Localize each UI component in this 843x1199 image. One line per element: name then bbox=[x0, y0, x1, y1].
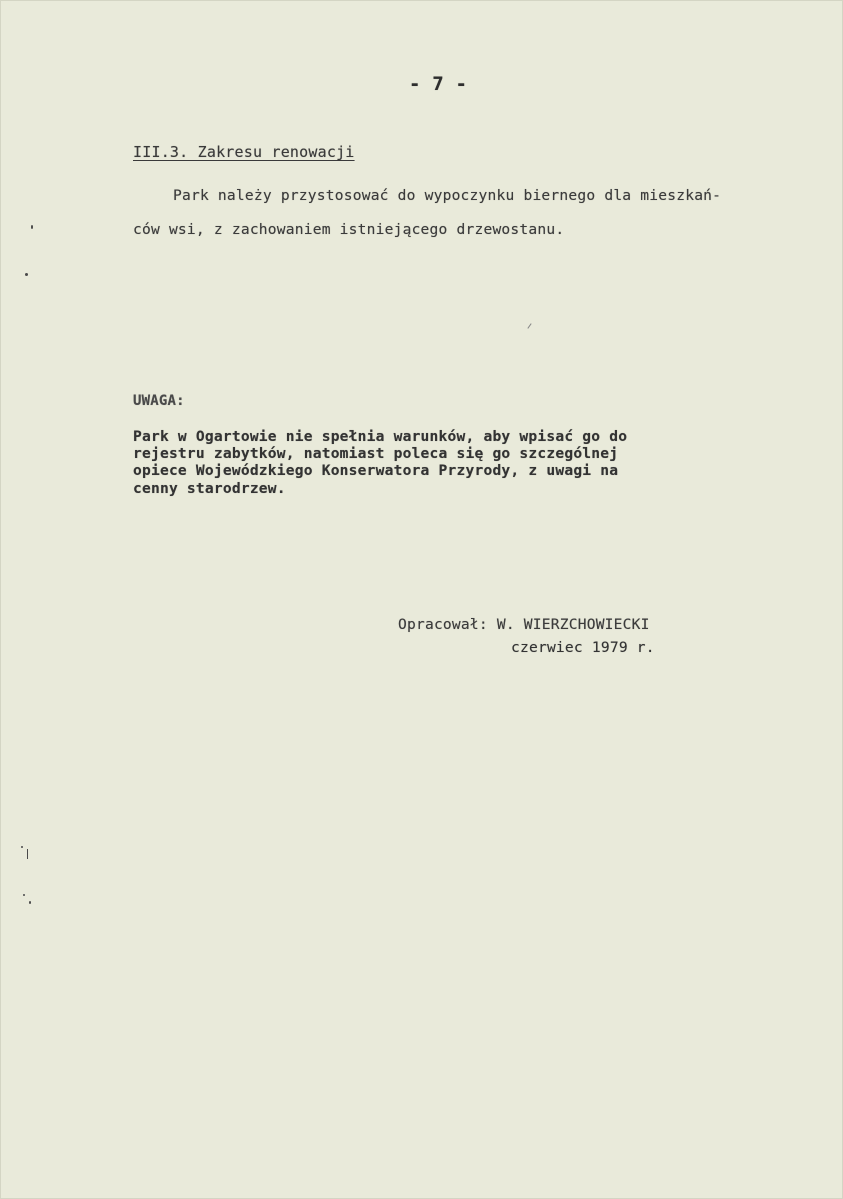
paper-speck bbox=[527, 323, 531, 328]
signature-date: czerwiec 1979 r. bbox=[511, 639, 655, 656]
note-line-2: rejestru zabytków, natomiast poleca się go szczególnej bbox=[133, 445, 619, 462]
note-line-3: opiece Wojewódzkiego Konserwatora Przyrody, z uwagi na bbox=[133, 462, 619, 479]
paper-speck bbox=[23, 894, 25, 896]
note-label: UWAGA: bbox=[133, 393, 185, 409]
paper-speck bbox=[31, 225, 33, 229]
note-line-1: Park w Ogartowie nie spełnia warunków, aby wpisać go do bbox=[133, 428, 628, 445]
paper-speck bbox=[21, 846, 23, 848]
note-line-4: cenny starodrzew. bbox=[133, 480, 286, 497]
section-heading: III.3. Zakresu renowacji bbox=[133, 143, 355, 161]
page-number: - 7 - bbox=[409, 73, 468, 95]
prepared-by: Opracował: W. WIERZCHOWIECKI bbox=[398, 616, 650, 633]
paper-speck bbox=[29, 901, 31, 904]
section-paragraph-line-2: ców wsi, z zachowaniem istniejącego drzewostanu. bbox=[133, 221, 565, 238]
paper-speck bbox=[27, 849, 28, 859]
section-paragraph-line-1: Park należy przystosować do wypoczynku biernego dla mieszkań- bbox=[173, 187, 722, 204]
paper-speck bbox=[25, 273, 28, 276]
